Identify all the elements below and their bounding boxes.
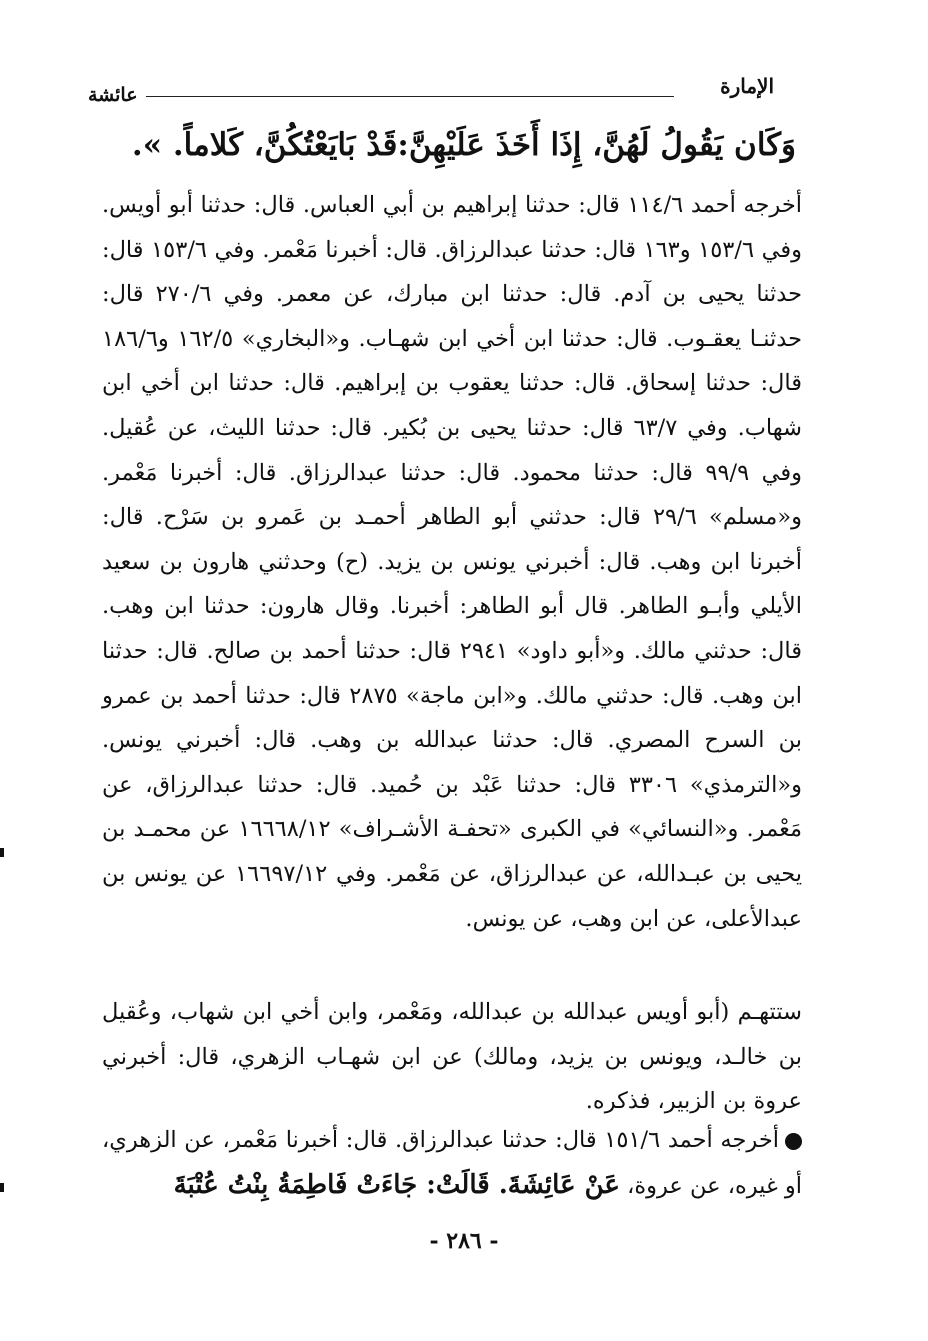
page-number: - ٢٨٦ - [429, 1228, 499, 1254]
next-hadith [102, 1118, 802, 1208]
next-hadith-quote: عَنْ عَائِشَةَ. قَالَتْ: جَاءَتْ فَاطِمَةُ بِنْتُ عُتْبَةَ [173, 1169, 620, 1200]
hadith-ending: وَكَان يَقُولُ لَهُنَّ، إِذَا أَخَذَ عَلَيْهِنَّ:قَدْ بَايَعْتُكُنَّ، كَلاماً. ». [131, 127, 796, 163]
bullet-icon [785, 1133, 802, 1150]
page-header [88, 74, 774, 110]
takhrij-paragraph: أخرجه أحمد ١١٤/٦ قال: حدثنا إبراهيم بن أبي العباس. قال: حدثنا أبو أويس. وفي ١٥٣/٦ و١٦٣ قال: حدثنا عبدالرزاق. قال: أخبرنا مَعْمر. وفي ١٥٣/٦ قال: حدثنا يحيى بن آدم. قال: حدثنا ابن مبارك، عن معمر. وفي ٢٧٠/٦ قال: حدثنـا يعقـوب. قال: حدثنا ابن أخي ابن شهـاب. و«البخاري» ١٦٢/٥ و١٨٦/٦ قال: حدثنا إسحاق. قال: حدثنا يعقوب بن إبراهيم. قال: حدثنا ابن أخي ابن شهاب. وفي ٦٣/٧ قال: حدثنا يحيى بن بُكير. قال: حدثنا الليث، عن عُقيل. وفي ٩٩/٩ قال: حدثنا محمود. قال: حدثنا عبدالرزاق. قال: أخبرنا مَعْمر. و«مسلم» ٢٩/٦ قال: حدثني أبو الطاهر أحمـد بن عَمرو بن سَرْح. قال: أخبرنا ابن وهب. قال: أخبرني يونس بن يزيد. (ح) وحدثني هارون بن سعيد الأيلي وأبـو الطاهر. قال أبو الطاهر: أخبرنا. وقال هارون: حدثنا ابن وهب. قال: حدثني مالك. و«أبو داود» ٢٩٤١ قال: حدثنا أحمد بن صالح. قال: حدثنا ابن وهب. قال: حدثني مالك. و«ابن ماجة» ٢٨٧٥ قال: حدثنا أحمد بن عمرو بن السرح المصري. قال: حدثنا عبدالله بن وهب. قال: أخبرني يونس. و«الترمذي» ٣٣٠٦ قال: حدثنا عَبْد بن حُميد. قال: حدثنا عبدالرزاق، عن مَعْمر. و«النسائي» في الكبرى «تحفـة الأشـراف» ١٦٦٦٨/١٢ عن محمـد بن يحيى بن عبـدالله، عن عبدالرزاق، عن مَعْمر. وفي ١٦٦٩٧/١٢ عن يونس بن عبدالأعلى، عن ابن وهب، عن يونس. [102, 192, 803, 932]
scan-mark [0, 1183, 4, 1192]
narrators-paragraph: ستتهـم (أبو أويس عبدالله بن عبدالله، ومَعْمر، وابن أخي ابن شهاب، وعُقيل بن خالـد، ويونس بن يزيد، ومالك) عن ابن شهـاب الزهري، قال: أخبرني عروة بن الزبير، فذكره. [102, 999, 802, 1115]
chapter-title: الإمارة [720, 74, 774, 98]
scan-mark [0, 848, 4, 857]
header-rule [146, 96, 674, 97]
subject-title: عائشة [88, 84, 138, 106]
next-hadith-intro: أخرجه أحمد ١٥١/٦ قال: حدثنا عبدالرزاق. قال: أخبرنا مَعْمر، عن الزهري، أو غيره، عن عروة، [102, 1127, 802, 1199]
